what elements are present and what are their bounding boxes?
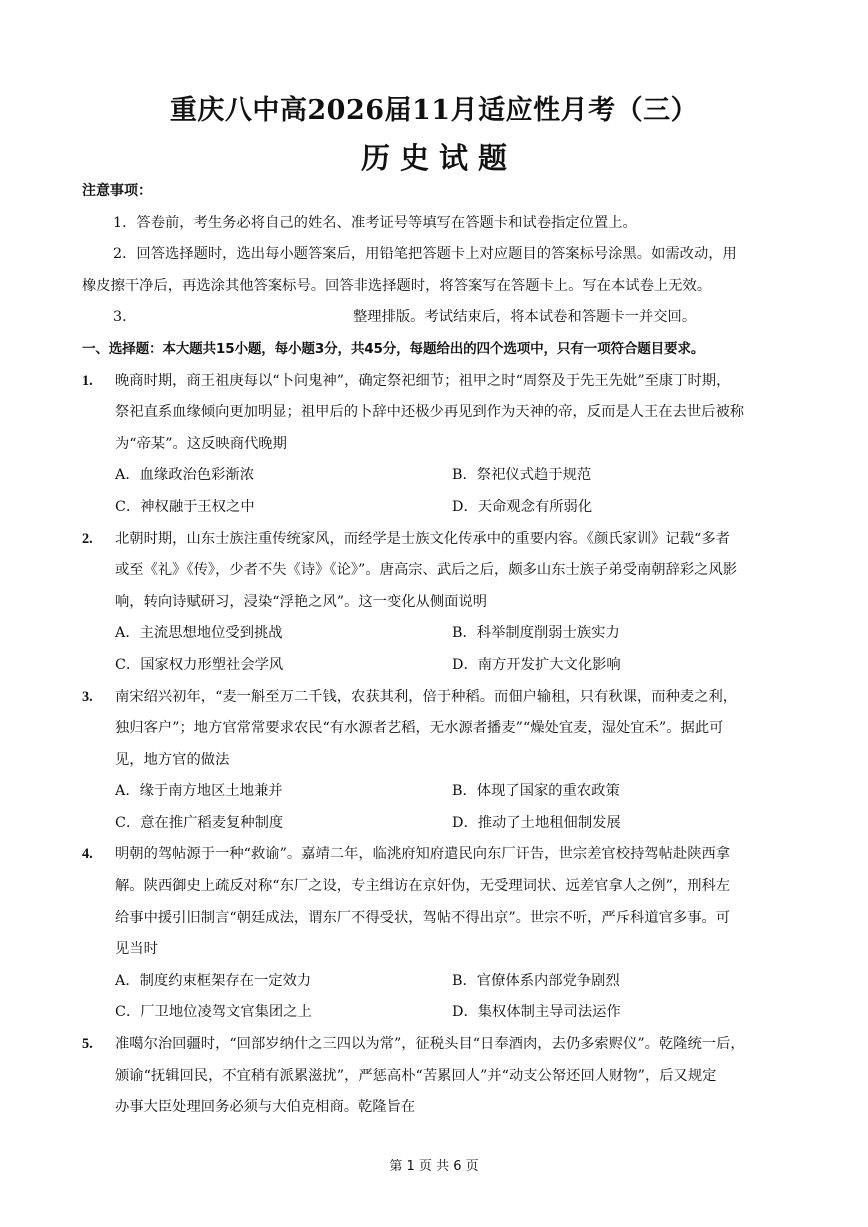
option-d: D．南方开发扩大文化影响 xyxy=(452,656,621,673)
option-c: C．神权融于王权之中 xyxy=(115,498,255,515)
option-row xyxy=(115,460,788,492)
exam-title: 重庆八中高2026届11月适应性月考（三） xyxy=(169,95,699,126)
option-b: B．体现了国家的重农政策 xyxy=(452,783,620,800)
option-d: D．天命观念有所弱化 xyxy=(452,498,593,515)
notice-item-1: 1．答卷前，考生务必将自己的姓名、准考证号等填写在答题卡和试卷指定位置上。 xyxy=(113,214,637,231)
option-row xyxy=(115,618,788,650)
question-stem-line: 为“帝某”。这反映商代晚期 xyxy=(115,435,287,452)
question-stem-line: 晚商时期，商王祖庚每以“卜问鬼神”，确定祭祀细节；祖甲之时“周祭及于先王先妣”至康丁时期， xyxy=(115,372,731,389)
option-a: A．血缘政治色彩渐浓 xyxy=(115,467,254,484)
question-stem-line: 或至《礼》《传》，少者不失《诗》《论》”。唐高宗、武后之后，颇多山东士族子弟受南朝辞彩之风影 xyxy=(115,562,738,579)
question-stem-line: 见当时 xyxy=(115,941,158,958)
question-number: 4. xyxy=(82,846,93,863)
question-number: 2. xyxy=(82,530,93,547)
notice-item-3-text: 整理排版。考试结束后，将本试卷和答题卡一并交回。 xyxy=(353,309,697,326)
question-4 xyxy=(82,839,788,1029)
subject-title: 历史试题 xyxy=(360,141,517,175)
question-stem-line: 南宋绍兴初年，“麦一斛至万二千钱，农获其利，倍于种稻。而佃户输租，只有秋课，而种麦之利， xyxy=(115,688,738,705)
option-row xyxy=(115,966,788,998)
question-number: 1. xyxy=(82,372,93,389)
question-stem-line: 见，地方官的做法 xyxy=(115,751,230,768)
exam-content xyxy=(82,176,788,1124)
notice-item-3 xyxy=(82,302,788,334)
question-stem-line: 给事中援引旧制言“朝廷成法，谓东厂不得受状，驾帖不得出京”。世宗不听，严斥科道官多事。可 xyxy=(115,909,731,926)
notice-item-2-line-1: 2．回答选择题时，选出每小题答案后，用铅笔把答题卡上对应题目的答案标号涂黑。如需改动，用 xyxy=(113,246,737,263)
option-row xyxy=(115,808,788,840)
question-stem-line: 颁谕“抚辑回民，不宜稍有派累滋扰”，严惩高朴“苦累回人”并“动支公帑还回人财物”，后又规定 xyxy=(115,1067,717,1084)
option-b: B．科举制度削弱士族实力 xyxy=(452,625,620,642)
question-stem-line: 独归客户”；地方官常常要求农民“有水源者艺稻，无水源者播麦”“燥处宜麦，湿处宜禾”。据此可 xyxy=(115,720,724,737)
option-d: D．推动了土地租佃制发展 xyxy=(452,814,621,831)
question-3 xyxy=(82,682,788,840)
notice-item-3-prefix: 3． xyxy=(113,309,137,326)
notice-title: 注意事项： xyxy=(82,183,152,199)
question-number: 3. xyxy=(82,688,93,705)
question-stem-line: 北朝时期，山东士族注重传统家风，而经学是士族文化传承中的重要内容。《颜氏家训》记载“多者 xyxy=(115,530,730,547)
option-row xyxy=(115,492,788,524)
question-stem-line: 祭祀直系血缘倾向更加明显；祖甲后的卜辞中还极少再见到作为天神的帝，反而是人王在去世后被称 xyxy=(115,404,745,421)
question-5 xyxy=(82,1029,788,1124)
page-footer: 第 1 页 共 6 页 xyxy=(389,1159,479,1174)
question-stem-line: 响，转向诗赋研习，浸染“浮艳之风”。这一变化从侧面说明 xyxy=(115,593,488,610)
question-2 xyxy=(82,524,788,682)
option-c: C．意在推广稻麦复种制度 xyxy=(115,814,284,831)
option-row xyxy=(115,776,788,808)
option-b: B．官僚体系内部党争剧烈 xyxy=(452,972,620,989)
option-d: D．集权体制主导司法运作 xyxy=(452,1004,621,1021)
notice-item-2-line-2: 橡皮擦干净后，再选涂其他答案标号。回答非选择题时，将答案写在答题卡上。写在本试卷上无效。 xyxy=(82,277,712,294)
question-stem-line: 准噶尔治回疆时，“回部岁纳什之三四以为常”，征税头目“日奉酒肉，去仍多索赆仪”。乾隆统一后， xyxy=(115,1036,745,1053)
question-stem-line: 明朝的驾帖源于一种“救谕”。嘉靖二年，临洮府知府遣民向东厂讦告，世宗差官校持驾帖赴陕西拿 xyxy=(115,846,731,863)
option-row xyxy=(115,997,788,1029)
option-a: A．制度约束框架存在一定效力 xyxy=(115,972,312,989)
option-row xyxy=(115,650,788,682)
question-stem-line: 解。陕西御史上疏反对称“东厂之设，专主缉访在京奸伪，无受理词状、远差官拿人之例”，刑科左 xyxy=(115,878,731,895)
option-b: B．祭祀仪式趋于规范 xyxy=(452,467,592,484)
section-1-title: 一、选择题：本大题共15小题，每小题3分，共45分，每题给出的四个选项中，只有一项符合题目要求。 xyxy=(82,340,705,357)
option-a: A．主流思想地位受到挑战 xyxy=(115,625,283,642)
option-a: A．缘于南方地区土地兼并 xyxy=(115,783,283,800)
option-c: C．厂卫地位凌驾文官集团之上 xyxy=(115,1004,312,1021)
question-1 xyxy=(82,366,788,524)
option-c: C．国家权力形塑社会学风 xyxy=(115,656,284,673)
question-stem-line: 办事大臣处理回务必须与大伯克相商。乾隆旨在 xyxy=(115,1099,416,1116)
question-number: 5. xyxy=(82,1036,93,1053)
